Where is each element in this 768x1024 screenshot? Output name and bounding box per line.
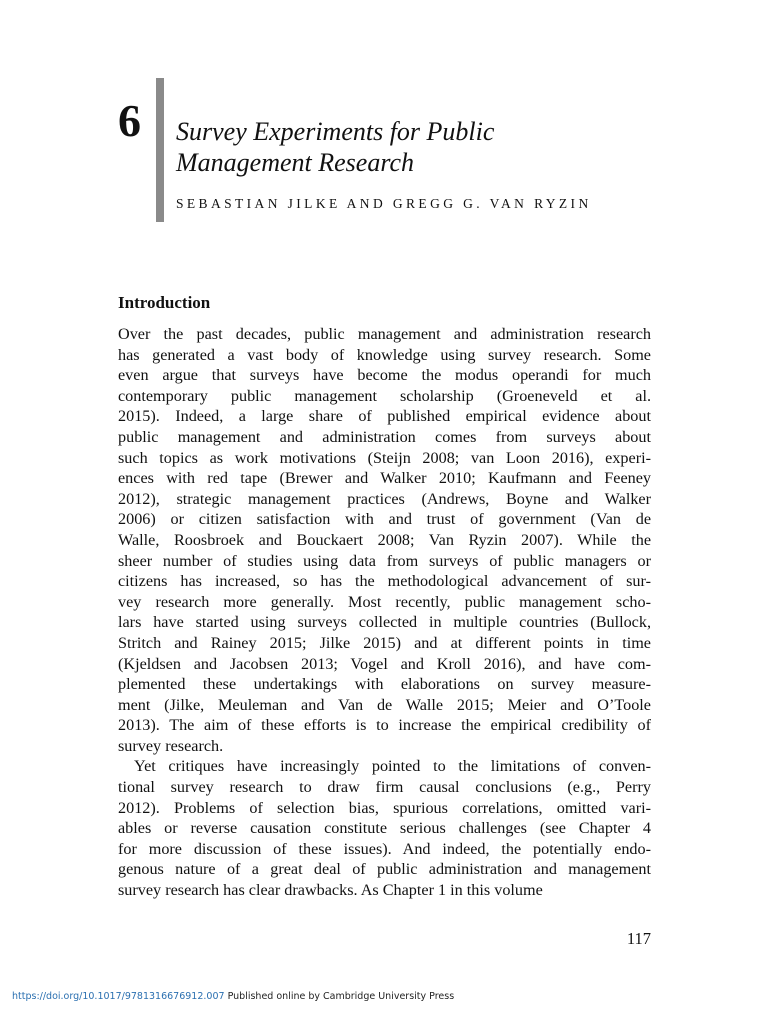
- paragraph-line: (Kjeldsen and Jacobsen 2013; Vogel and Kroll 2016), and have com-: [118, 654, 651, 673]
- paragraph-line: genous nature of a great deal of public administration and management: [118, 860, 651, 879]
- paragraph-line: ences with red tape (Brewer and Walker 2010; Kaufmann and Feeney: [118, 469, 651, 488]
- paragraph-line: sheer number of studies using data from surveys of public managers or: [118, 551, 651, 570]
- paragraph-line: 2006) or citizen satisfaction with and trust of government (Van de: [118, 510, 651, 529]
- paragraph-line: ables or reverse causation constitute serious challenges (see Chapter 4: [118, 819, 651, 838]
- doi-link[interactable]: https://doi.org/10.1017/9781316676912.007: [12, 991, 225, 1002]
- paragraph-line: for more discussion of these issues). And indeed, the potentially endo-: [118, 839, 651, 858]
- paragraph: [118, 324, 651, 756]
- paragraph-line: Over the past decades, public management and administration research: [118, 325, 651, 343]
- paragraph-line: Walle, Roosbroek and Bouckaert 2008; Van Ryzin 2007). While the: [118, 530, 651, 549]
- paragraph-line: survey research.: [118, 736, 224, 755]
- chapter-number: 6: [118, 95, 141, 146]
- section-heading: Introduction: [118, 293, 211, 312]
- paragraph-line: Stritch and Rainey 2015; Jilke 2015) and at different points in time: [118, 633, 651, 652]
- paragraph-line: 2015). Indeed, a large share of published empirical evidence about: [118, 407, 651, 426]
- paragraph-line: Yet critiques have increasingly pointed to the limitations of conven-: [134, 757, 651, 776]
- chapter-title-line-2: Management Research: [176, 148, 415, 177]
- paragraph-line: vey research more generally. Most recently, public management scho-: [118, 592, 651, 611]
- paragraph-line: contemporary public management scholarship (Groeneveld et al.: [118, 386, 651, 405]
- body-text: [118, 324, 651, 901]
- page-footer: [12, 991, 454, 1002]
- chapter-divider-bar: [156, 78, 164, 222]
- paragraph-line: even argue that surveys have become the modus operandi for much: [118, 366, 651, 385]
- chapter-title-line-1: Survey Experiments for Public: [176, 117, 495, 146]
- paragraph-line: survey research has clear drawbacks. As Chapter 1 in this volume: [118, 881, 543, 900]
- paragraph-line: ment (Jilke, Meuleman and Van de Walle 2015; Meier and O’Toole: [118, 695, 651, 714]
- paragraph-line: public management and administration comes from surveys about: [118, 427, 651, 446]
- paragraph: [118, 756, 651, 900]
- paragraph-line: 2013). The aim of these efforts is to increase the empirical credibility of: [118, 716, 651, 735]
- paragraph-line: has generated a vast body of knowledge using survey research. Some: [118, 345, 651, 364]
- page-number: 117: [626, 929, 651, 948]
- chapter-authors: SEBASTIAN JILKE AND GREGG G. VAN RYZIN: [176, 196, 592, 211]
- paragraph-line: plemented these undertakings with elaborations on survey measure-: [118, 675, 651, 694]
- paragraph-line: lars have started using surveys collected in multiple countries (Bullock,: [118, 613, 651, 632]
- paragraph-line: citizens has increased, so has the methodological advancement of sur-: [118, 572, 651, 591]
- paragraph-line: 2012), strategic management practices (Andrews, Boyne and Walker: [118, 489, 651, 508]
- paragraph-line: 2012). Problems of selection bias, spurious correlations, omitted vari-: [118, 798, 651, 817]
- chapter-title: [176, 116, 676, 178]
- paragraph-line: tional survey research to draw firm causal conclusions (e.g., Perry: [118, 778, 651, 797]
- published-notice: Published online by Cambridge University Press: [227, 991, 455, 1002]
- paragraph-line: such topics as work motivations (Steijn 2008; van Loon 2016), experi-: [118, 448, 651, 467]
